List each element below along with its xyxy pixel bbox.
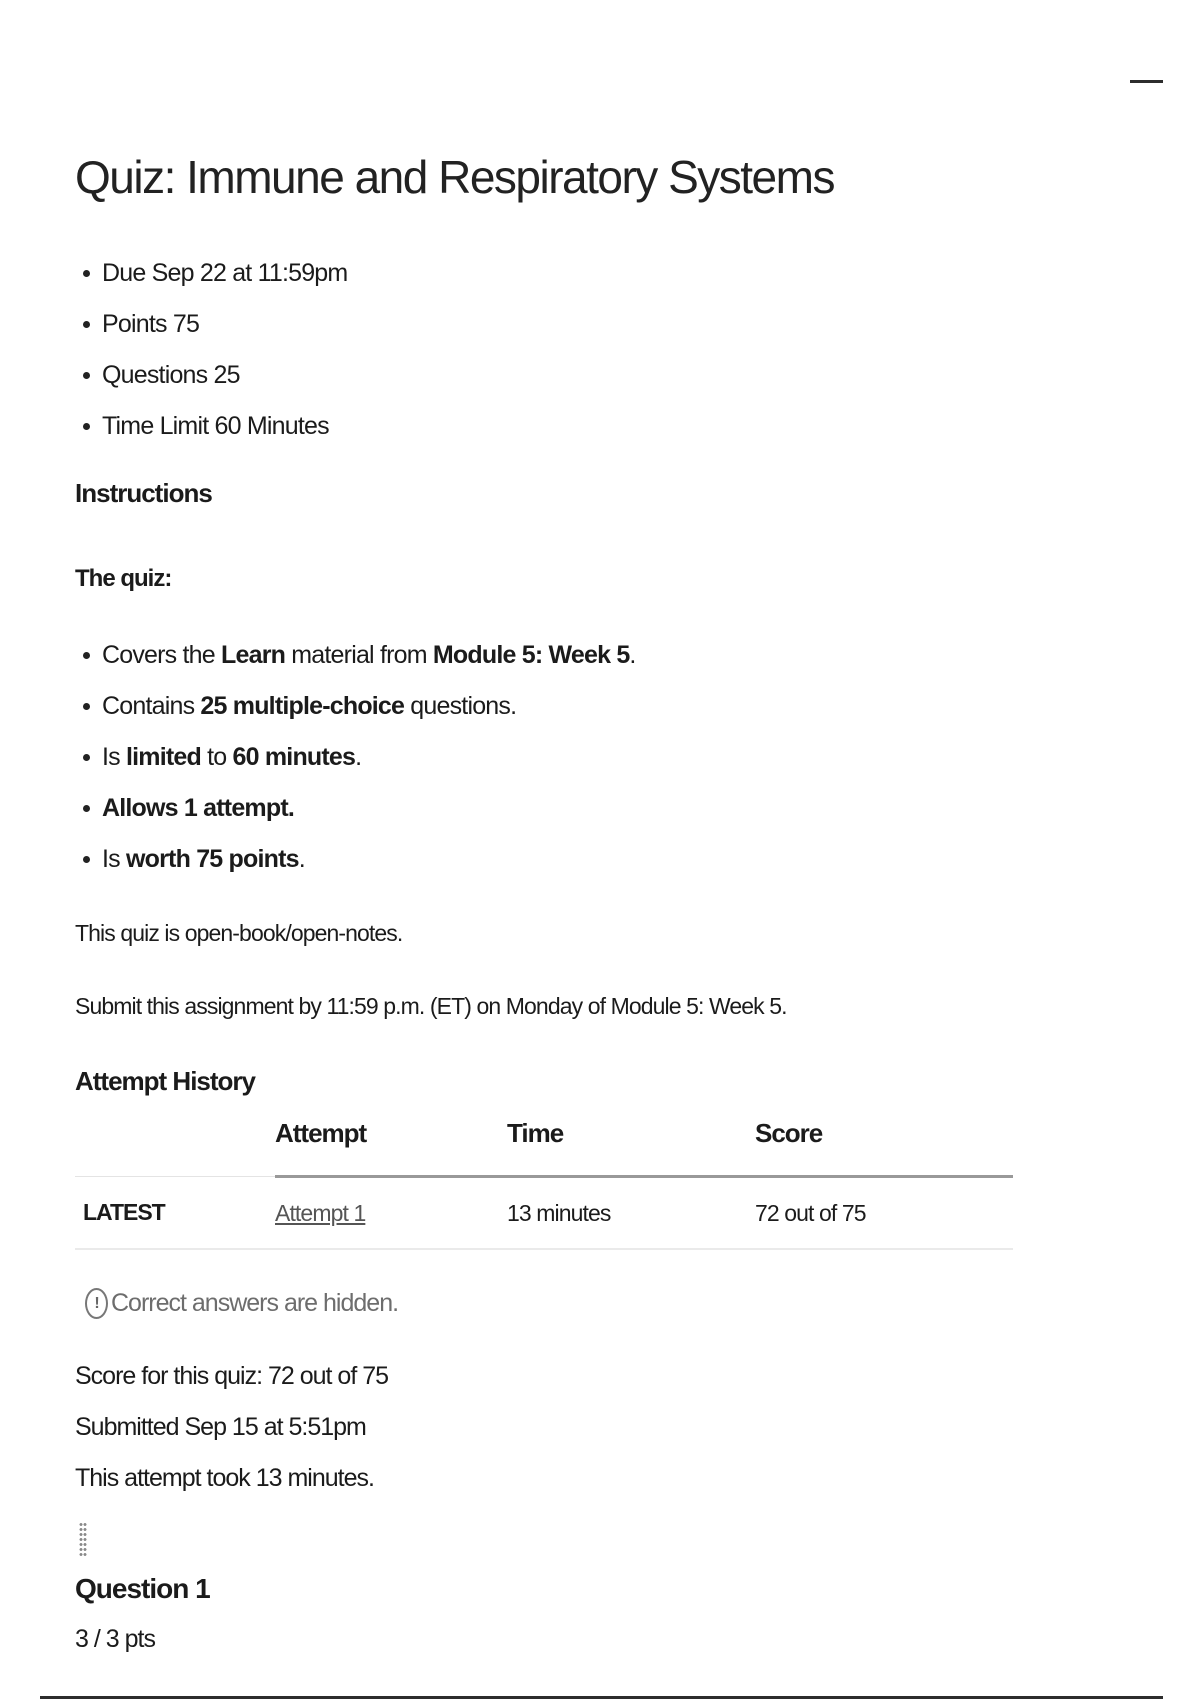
text-run: Is xyxy=(102,845,126,873)
bold-run: Allows 1 attempt. xyxy=(102,794,294,822)
submitted-time: Submitted Sep 15 at 5:51pm xyxy=(75,1413,366,1441)
text-run: material from xyxy=(285,641,433,669)
info-icon: ! xyxy=(85,1288,108,1319)
instruction-item xyxy=(75,688,636,739)
instructions-intro: The quiz: xyxy=(75,565,172,592)
meta-item-questions xyxy=(75,357,347,408)
bold-run: Learn xyxy=(221,641,286,669)
minimize-bar xyxy=(1130,80,1163,83)
drag-handle-icon[interactable] xyxy=(79,1522,87,1556)
attempt-1-link[interactable]: Attempt 1 xyxy=(275,1199,366,1226)
instruction-item xyxy=(75,739,636,790)
meta-value: 60 Minutes xyxy=(214,412,329,440)
page-title: Quiz: Immune and Respiratory Systems xyxy=(75,151,834,203)
meta-item-time-limit xyxy=(75,408,347,459)
meta-label: Points xyxy=(102,310,167,338)
attempt-history-heading: Attempt History xyxy=(75,1066,256,1096)
text-run: Contains xyxy=(102,692,201,720)
quiz-score: Score for this quiz: 72 out of 75 xyxy=(75,1362,389,1390)
bold-run: limited xyxy=(126,743,201,771)
meta-value: 75 xyxy=(172,310,200,338)
open-book-note: This quiz is open-book/open-notes. xyxy=(75,920,403,946)
table-header-row xyxy=(75,1118,1013,1177)
bold-run: worth 75 points xyxy=(126,845,299,873)
text-run: Covers the xyxy=(102,641,222,669)
notice-text: Correct answers are hidden. xyxy=(111,1289,399,1317)
table-row xyxy=(75,1177,1013,1250)
bold-run: 25 multiple-choice xyxy=(200,692,405,720)
meta-label: Questions xyxy=(102,361,208,389)
text-run: . xyxy=(629,641,636,669)
attempt-time: 13 minutes xyxy=(507,1177,755,1250)
column-header-tag xyxy=(75,1118,275,1177)
instructions-heading: Instructions xyxy=(75,478,212,508)
question-divider xyxy=(40,1696,1163,1699)
instructions-list xyxy=(75,637,636,892)
meta-label: Due xyxy=(102,259,146,287)
attempt-history-table xyxy=(75,1118,1013,1250)
question-title: Question 1 xyxy=(75,1573,210,1604)
text-run: . xyxy=(355,743,362,771)
meta-value: Sep 22 at 11:59pm xyxy=(151,259,348,287)
text-run: to xyxy=(200,743,233,771)
column-header-score: Score xyxy=(755,1118,1013,1177)
column-header-time: Time xyxy=(507,1118,755,1177)
submit-note: Submit this assignment by 11:59 p.m. (ET) on Monday of Module 5: Week 5. xyxy=(75,993,787,1019)
quiz-details-list xyxy=(75,255,347,459)
bold-run: 60 minutes xyxy=(232,743,356,771)
attempt-summary xyxy=(75,1362,388,1515)
meta-value: 25 xyxy=(213,361,240,389)
meta-item-points xyxy=(75,306,347,357)
meta-label: Time Limit xyxy=(102,412,209,440)
text-run: Is xyxy=(102,743,126,771)
answers-hidden-notice xyxy=(85,1288,398,1319)
attempt-score: 72 out of 75 xyxy=(755,1177,1013,1250)
bold-run: Module 5: Week 5 xyxy=(432,641,630,669)
meta-item-due xyxy=(75,255,347,306)
latest-label: LATEST xyxy=(75,1177,275,1250)
text-run: . xyxy=(298,845,305,873)
column-header-attempt: Attempt xyxy=(275,1118,507,1177)
attempt-duration: This attempt took 13 minutes. xyxy=(75,1464,374,1492)
instruction-item xyxy=(75,637,636,688)
instruction-item xyxy=(75,841,636,892)
text-run: questions. xyxy=(404,692,517,720)
instruction-item xyxy=(75,790,636,841)
question-points: 3 / 3 pts xyxy=(75,1625,155,1653)
